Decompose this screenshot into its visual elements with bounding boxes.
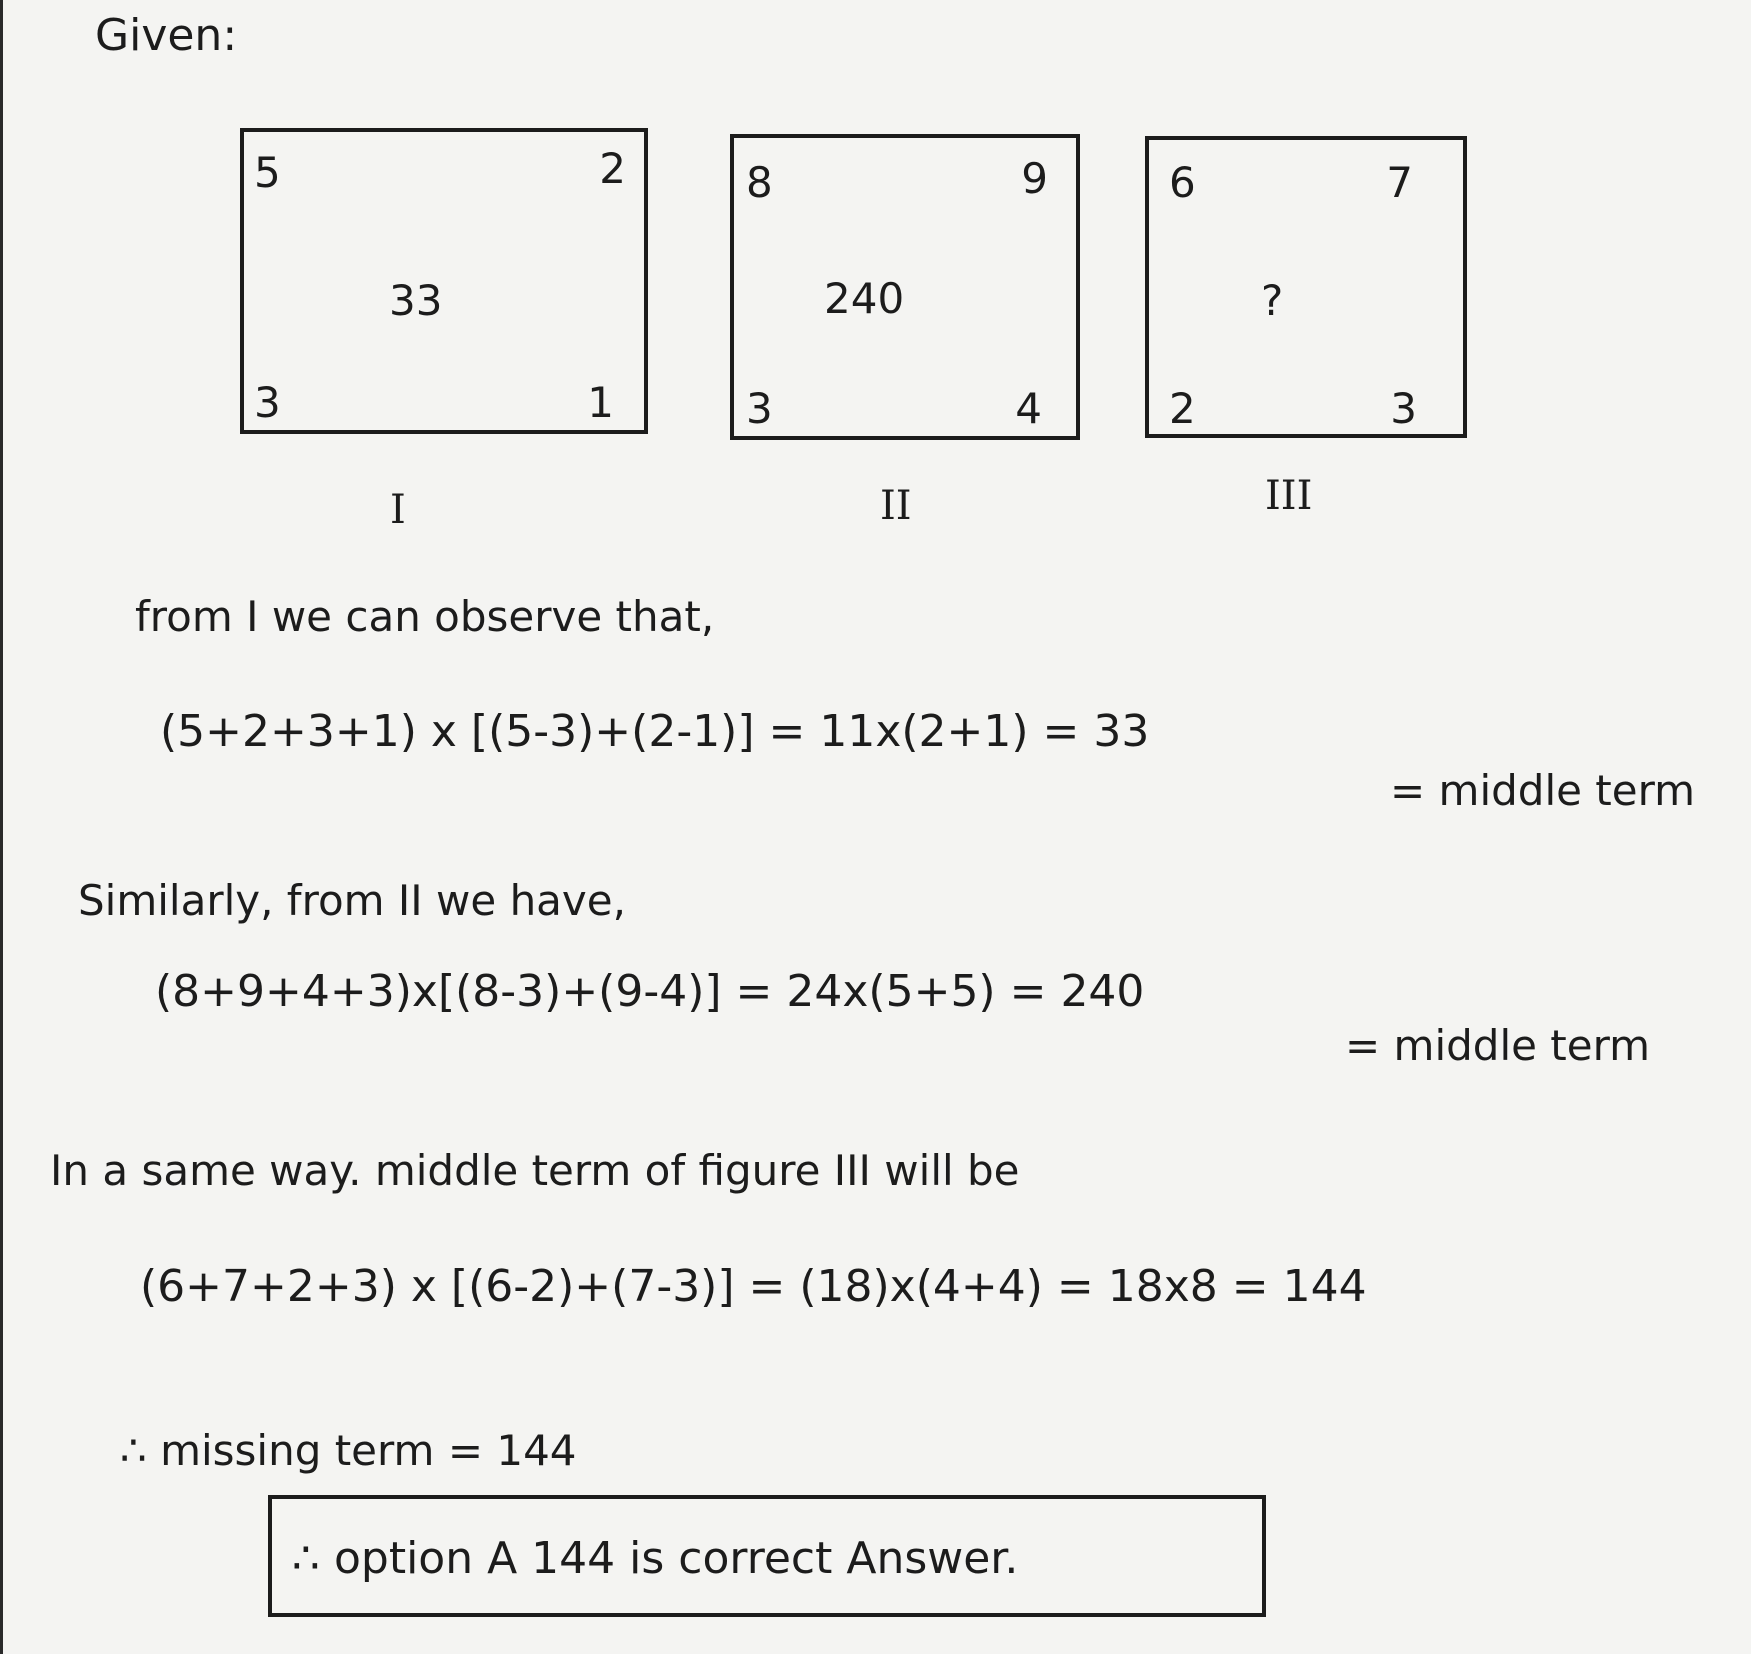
observation-result-note: = middle term: [1390, 766, 1696, 815]
figure-1-top-right: 2: [599, 144, 626, 193]
figure-3-center: ?: [1261, 276, 1284, 325]
page-edge-line: [0, 0, 3, 1654]
figure-1-top-left: 5: [254, 148, 281, 197]
figure-2-box: [730, 134, 1080, 440]
figure-3-label: III: [1265, 473, 1313, 519]
figure-2-top-right: 9: [1021, 154, 1048, 203]
same-way-equation: (6+7+2+3) x [(6-2)+(7-3)] = (18)x(4+4) = 18x8 = 144: [140, 1261, 1367, 1312]
figure-3-bottom-left: 2: [1169, 384, 1196, 433]
figure-1-bottom-left: 3: [254, 378, 281, 427]
answer-box: [268, 1495, 1266, 1617]
observation-intro: from I we can observe that,: [135, 592, 715, 641]
answer-text: ∴ option A 144 is correct Answer.: [292, 1533, 1019, 1584]
similarly-result-note: = middle term: [1345, 1021, 1651, 1070]
figure-3-top-left: 6: [1169, 158, 1196, 207]
figure-3-box: [1145, 136, 1467, 438]
figure-1-bottom-right: 1: [587, 378, 614, 427]
figure-1-center: 33: [389, 276, 443, 325]
figure-2-bottom-right: 4: [1015, 384, 1042, 433]
figure-2-top-left: 8: [746, 158, 773, 207]
heading-given: Given:: [95, 10, 238, 61]
figure-3-top-right: 7: [1386, 158, 1413, 207]
conclusion-missing-term: ∴ missing term = 144: [120, 1426, 577, 1475]
similarly-equation: (8+9+4+3)x[(8-3)+(9-4)] = 24x(5+5) = 240: [155, 966, 1145, 1017]
figure-2-bottom-left: 3: [746, 384, 773, 433]
similarly-intro: Similarly, from II we have,: [78, 876, 626, 925]
figure-3-bottom-right: 3: [1390, 384, 1417, 433]
figure-2-label: II: [880, 483, 912, 529]
figure-1-label: I: [390, 487, 406, 533]
same-way-intro: In a same way. middle term of figure III will be: [50, 1146, 1020, 1195]
figure-1-box: [240, 128, 648, 434]
figure-2-center: 240: [824, 274, 905, 323]
observation-equation: (5+2+3+1) x [(5-3)+(2-1)] = 11x(2+1) = 33: [160, 706, 1150, 757]
